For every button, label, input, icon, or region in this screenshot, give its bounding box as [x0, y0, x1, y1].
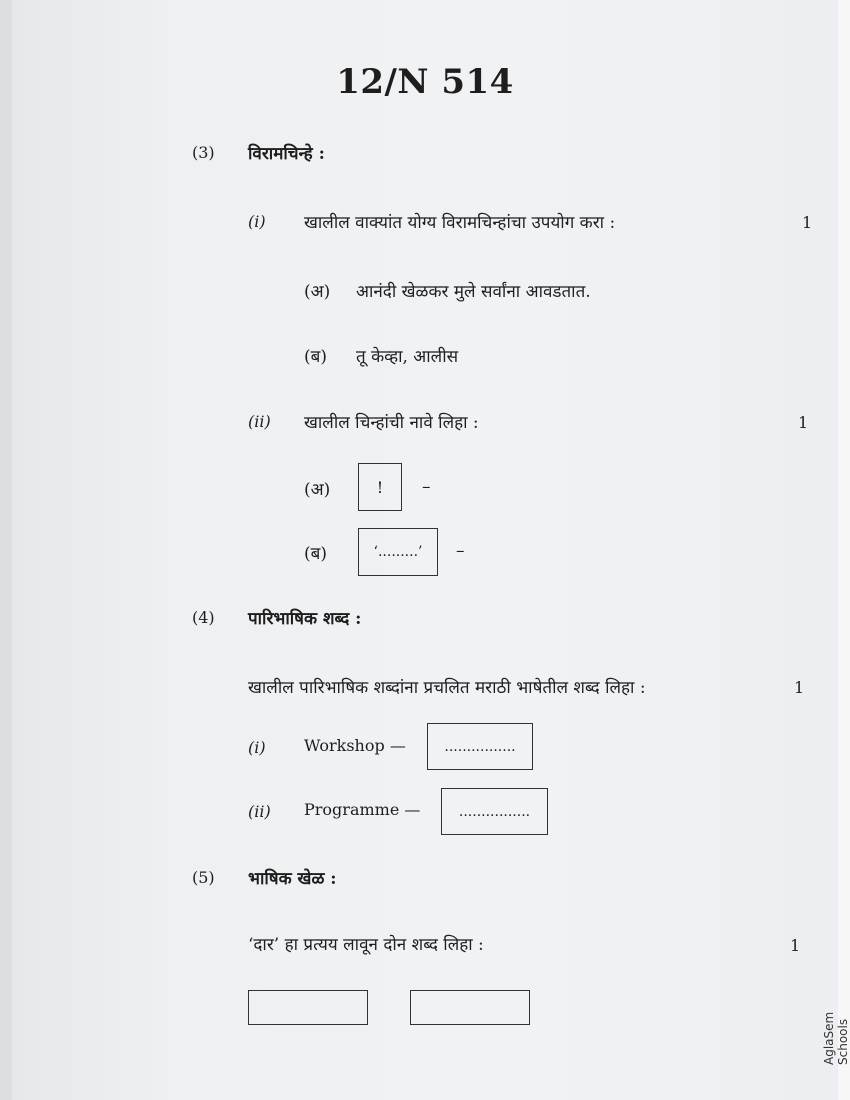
- q5-number: (5): [192, 868, 215, 887]
- q5-marks: 1: [790, 936, 801, 955]
- q4-marks: 1: [794, 678, 805, 697]
- q5-instruction: ‘दार’ हा प्रत्यय लावून दोन शब्द लिहा :: [248, 935, 484, 955]
- q3-ii-text: खालील चिन्हांची नावे लिहा :: [304, 413, 479, 433]
- q3-ii-a-label: (अ): [304, 480, 331, 500]
- paper-code: 12/N 514: [336, 62, 514, 102]
- answer-box-word-1: [248, 990, 368, 1025]
- symbol-box-exclamation: !: [358, 463, 402, 511]
- answer-box-programme: ................: [441, 788, 548, 835]
- symbol-box-quotes: ‘.........’: [358, 528, 438, 576]
- q4-ii-label: (ii): [248, 802, 271, 821]
- q3-i-a-label: (अ): [304, 282, 331, 302]
- q3-ii-b-dash: –: [456, 541, 465, 561]
- q4-number: (4): [192, 608, 215, 627]
- q3-i-text: खालील वाक्यांत योग्य विरामचिन्हांचा उपयोग करा :: [304, 213, 616, 233]
- answer-box-word-2: [410, 990, 530, 1025]
- q5-heading: भाषिक खेळ :: [248, 869, 337, 889]
- q3-i-a-text: आनंदी खेळकर मुले सर्वांना आवडतात.: [356, 282, 591, 302]
- q3-number: (3): [192, 143, 215, 162]
- q3-i-b-label: (ब): [304, 347, 327, 367]
- q3-i-label: (i): [248, 212, 266, 231]
- q4-i-term: Workshop —: [304, 736, 406, 755]
- q4-i-label: (i): [248, 738, 266, 757]
- page-edge: [838, 0, 850, 1100]
- q3-heading: विरामचिन्हे :: [248, 144, 325, 164]
- q4-ii-term: Programme —: [304, 800, 421, 819]
- q4-heading: पारिभाषिक शब्द :: [248, 609, 362, 629]
- q3-ii-marks: 1: [798, 413, 809, 432]
- answer-box-workshop: ................: [427, 723, 533, 770]
- q3-ii-label: (ii): [248, 412, 271, 431]
- q3-ii-a-dash: –: [422, 477, 431, 497]
- q3-i-marks: 1: [802, 213, 813, 232]
- watermark: AglaSem Schools: [822, 1011, 850, 1065]
- q3-ii-b-label: (ब): [304, 544, 327, 564]
- q3-i-b-text: तू केव्हा, आलीस: [356, 347, 459, 367]
- q4-instruction: खालील पारिभाषिक शब्दांना प्रचलित मराठी भाषेतील शब्द लिहा :: [248, 678, 646, 698]
